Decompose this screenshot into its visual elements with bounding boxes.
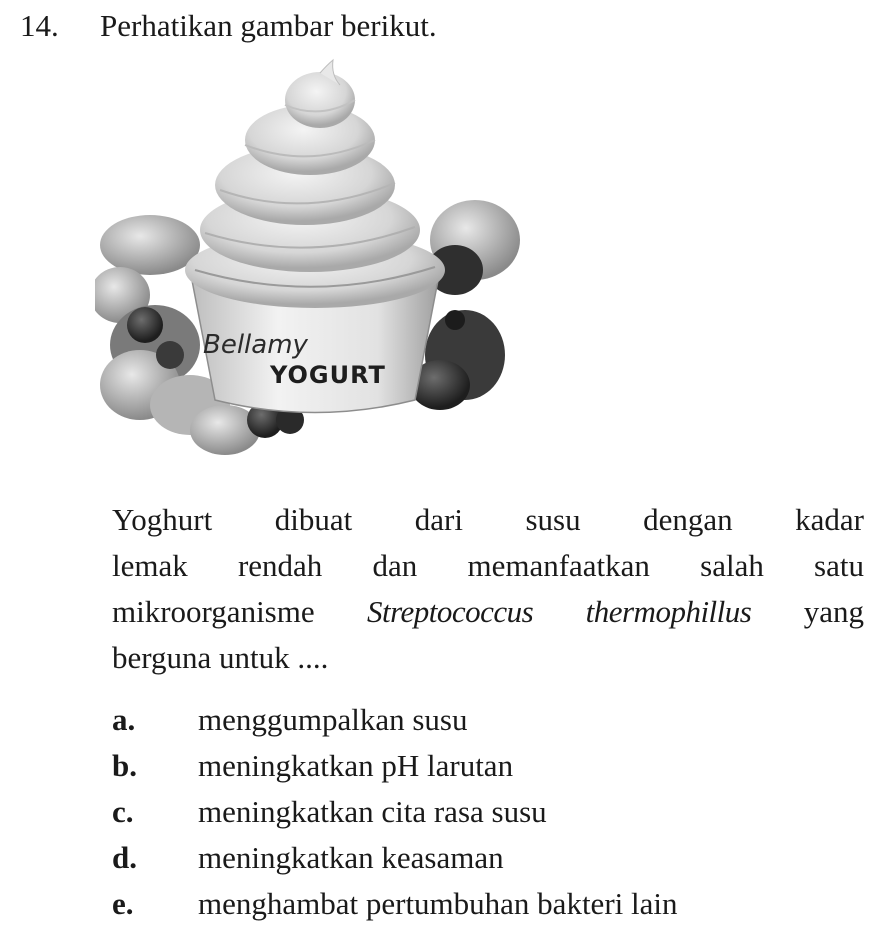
stem-word: memanfaatkan <box>467 548 650 583</box>
question-number: 14. <box>20 8 59 43</box>
stem-word: kadar <box>795 502 864 537</box>
option-text: meningkatkan cita rasa susu <box>198 794 547 829</box>
question-stem <box>112 497 864 681</box>
option-b[interactable] <box>112 743 872 789</box>
stem-word: satu <box>814 548 864 583</box>
stem-word: salah <box>700 548 764 583</box>
yogurt-figure <box>95 55 525 465</box>
option-text: meningkatkan keasaman <box>198 840 504 875</box>
stem-word: dengan <box>643 502 733 537</box>
option-text: menggumpalkan susu <box>198 702 468 737</box>
stem-line-2 <box>112 543 864 589</box>
stem-word: susu <box>525 502 581 537</box>
species-name-epithet: thermophillus <box>585 594 752 629</box>
stem-word: dibuat <box>274 502 353 537</box>
brand-block-logo: YOGURT <box>270 361 386 389</box>
yogurt-swirl <box>185 60 445 308</box>
option-letter: a. <box>112 702 136 737</box>
option-text: meningkatkan pH larutan <box>198 748 514 783</box>
option-e[interactable] <box>112 881 872 927</box>
stem-word: berguna untuk .... <box>112 640 329 675</box>
option-a[interactable] <box>112 697 872 743</box>
stem-word: mikroorganisme <box>112 594 315 629</box>
option-letter: d. <box>112 840 137 875</box>
stem-word: yang <box>803 594 864 629</box>
stem-word: dari <box>414 502 463 537</box>
stem-word: Yoghurt <box>112 502 213 537</box>
option-text: menghambat pertumbuhan bakteri lain <box>198 886 678 921</box>
stem-word: rendah <box>237 548 323 583</box>
question-instruction: Perhatikan gambar berikut. <box>100 8 437 43</box>
option-c[interactable] <box>112 789 872 835</box>
stem-word: dan <box>372 548 418 583</box>
stem-line-4 <box>112 635 864 681</box>
answer-options <box>112 697 872 927</box>
stem-word: lemak <box>112 548 188 583</box>
yogurt-illustration <box>95 55 525 465</box>
option-d[interactable] <box>112 835 872 881</box>
option-letter: e. <box>112 886 134 921</box>
stem-line-1 <box>112 497 864 543</box>
option-letter: b. <box>112 748 137 783</box>
species-name-genus: Streptococcus <box>367 594 534 629</box>
stem-line-3 <box>112 589 864 635</box>
option-letter: c. <box>112 794 134 829</box>
brand-script-logo: Bellamy <box>203 330 308 360</box>
